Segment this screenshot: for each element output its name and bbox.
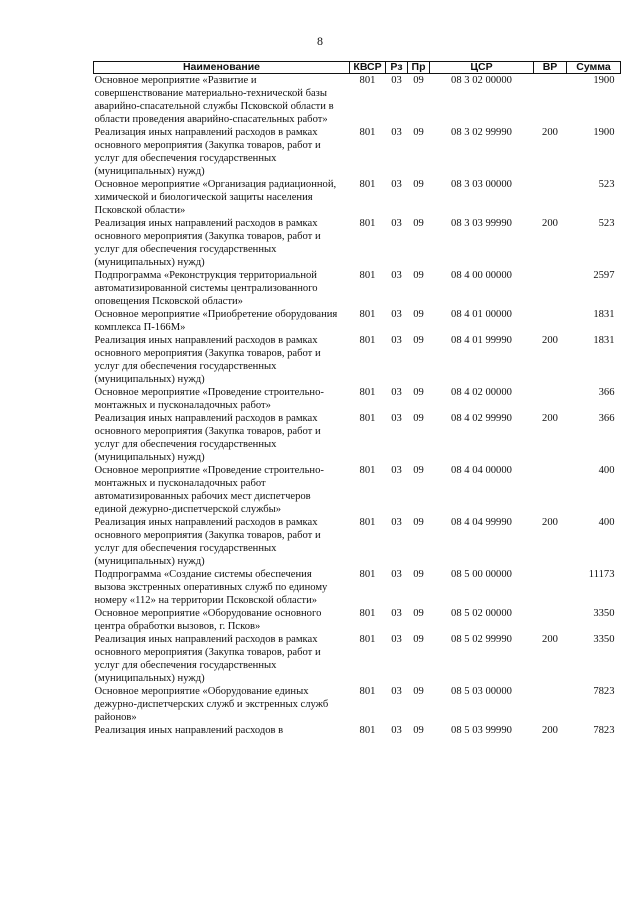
row-name: Реализация иных направлений расходов в рамках основного мероприятия (Закупка товаров, работ и услуг для обеспечения государственных (муниципальных) нужд) bbox=[94, 335, 321, 385]
row-name: Реализация иных направлений расходов в рамках основного мероприятия (Закупка товаров, работ и услуг для обеспечения государственных (муниципальных) нужд) bbox=[94, 127, 321, 177]
row-csr: 08 4 01 99990 bbox=[451, 335, 512, 346]
row-kvsr: 801 bbox=[359, 608, 376, 619]
row-sum: 1831 bbox=[593, 309, 615, 320]
row-sum: 7823 bbox=[593, 686, 615, 697]
row-rz: 03 bbox=[391, 608, 402, 619]
table-row bbox=[94, 269, 621, 308]
row-kvsr: 801 bbox=[359, 413, 376, 424]
row-sum: 366 bbox=[598, 413, 615, 424]
header-name: Наименование bbox=[94, 62, 350, 74]
row-csr: 08 3 03 99990 bbox=[451, 218, 512, 229]
row-pr: 09 bbox=[413, 218, 424, 229]
row-csr: 08 4 02 00000 bbox=[451, 387, 512, 398]
row-rz: 03 bbox=[391, 309, 402, 320]
table-row bbox=[94, 412, 621, 464]
row-vr: 200 bbox=[542, 725, 558, 736]
row-rz: 03 bbox=[391, 725, 402, 736]
row-kvsr: 801 bbox=[359, 127, 376, 138]
row-sum: 2597 bbox=[593, 270, 615, 281]
row-csr: 08 5 00 00000 bbox=[451, 569, 512, 580]
header-vr: ВР bbox=[534, 62, 567, 74]
row-pr: 09 bbox=[413, 686, 424, 697]
row-vr: 200 bbox=[542, 218, 558, 229]
row-kvsr: 801 bbox=[359, 335, 376, 346]
budget-table bbox=[93, 61, 621, 737]
row-name: Основное мероприятие «Проведение строительно-монтажных и пусконаладочных работ автоматизированных рабочих мест диспетчеров единой дежурно-диспетчерской службы» bbox=[94, 465, 324, 515]
row-sum: 1831 bbox=[593, 335, 615, 346]
row-vr bbox=[534, 568, 567, 607]
row-rz: 03 bbox=[391, 517, 402, 528]
row-kvsr: 801 bbox=[359, 270, 376, 281]
row-vr bbox=[534, 685, 567, 724]
row-rz: 03 bbox=[391, 335, 402, 346]
row-sum: 11173 bbox=[588, 569, 615, 580]
row-csr: 08 4 00 00000 bbox=[451, 270, 512, 281]
page-number: 8 bbox=[317, 34, 323, 48]
row-pr: 09 bbox=[413, 517, 424, 528]
table-row bbox=[94, 724, 621, 737]
row-name: Основное мероприятие «Оборудование единых дежурно-диспетчерских служб и экстренных служб районов» bbox=[94, 686, 329, 723]
row-pr: 09 bbox=[413, 270, 424, 281]
row-vr bbox=[534, 269, 567, 308]
row-csr: 08 5 02 99990 bbox=[451, 634, 512, 645]
row-name: Основное мероприятие «Организация радиационной, химической и биологической защиты населения Псковской области» bbox=[94, 179, 337, 216]
row-rz: 03 bbox=[391, 569, 402, 580]
row-sum: 1900 bbox=[593, 75, 615, 86]
row-sum: 3350 bbox=[593, 634, 615, 645]
row-pr: 09 bbox=[413, 725, 424, 736]
row-name: Основное мероприятие «Проведение строительно-монтажных и пусконаладочных работ» bbox=[94, 387, 324, 411]
row-rz: 03 bbox=[391, 75, 402, 86]
row-name: Реализация иных направлений расходов в рамках основного мероприятия (Закупка товаров, работ и услуг для обеспечения государственных (муниципальных) нужд) bbox=[94, 634, 321, 684]
row-sum: 400 bbox=[598, 517, 615, 528]
row-name: Реализация иных направлений расходов в bbox=[94, 725, 284, 736]
table-row bbox=[94, 217, 621, 269]
row-vr bbox=[534, 74, 567, 127]
row-sum: 7823 bbox=[593, 725, 615, 736]
row-csr: 08 5 02 00000 bbox=[451, 608, 512, 619]
header-pr: Пр bbox=[408, 62, 430, 74]
row-sum: 1900 bbox=[593, 127, 615, 138]
row-pr: 09 bbox=[413, 608, 424, 619]
row-sum: 523 bbox=[598, 218, 615, 229]
row-rz: 03 bbox=[391, 413, 402, 424]
row-kvsr: 801 bbox=[359, 517, 376, 528]
row-vr bbox=[534, 178, 567, 217]
row-name: Основное мероприятие «Развитие и совершенствование материально-технической базы аварийно-спасательной службы Псковской области в области проведения аварийно-спасательных работ» bbox=[94, 75, 334, 125]
row-csr: 08 3 03 00000 bbox=[451, 179, 512, 190]
row-kvsr: 801 bbox=[359, 634, 376, 645]
row-pr: 09 bbox=[413, 127, 424, 138]
row-csr: 08 4 02 99990 bbox=[451, 413, 512, 424]
row-vr bbox=[534, 607, 567, 633]
table-row bbox=[94, 74, 621, 127]
row-rz: 03 bbox=[391, 634, 402, 645]
row-name: Основное мероприятие «Оборудование основного центра обработки вызовов, г. Псков» bbox=[94, 608, 322, 632]
row-vr bbox=[534, 386, 567, 412]
row-pr: 09 bbox=[413, 335, 424, 346]
row-csr: 08 5 03 99990 bbox=[451, 725, 512, 736]
row-csr: 08 5 03 00000 bbox=[451, 686, 512, 697]
row-rz: 03 bbox=[391, 127, 402, 138]
header-csr: ЦСР bbox=[430, 62, 534, 74]
row-name: Подпрограмма «Реконструкция территориальной автоматизированной системы централизованного оповещения Псковской области» bbox=[94, 270, 318, 307]
row-csr: 08 4 01 00000 bbox=[451, 309, 512, 320]
table-row bbox=[94, 386, 621, 412]
row-csr: 08 3 02 99990 bbox=[451, 127, 512, 138]
row-rz: 03 bbox=[391, 465, 402, 476]
row-sum: 523 bbox=[598, 179, 615, 190]
row-csr: 08 3 02 00000 bbox=[451, 75, 512, 86]
table-row bbox=[94, 568, 621, 607]
row-kvsr: 801 bbox=[359, 387, 376, 398]
row-kvsr: 801 bbox=[359, 686, 376, 697]
row-csr: 08 4 04 00000 bbox=[451, 465, 512, 476]
row-sum: 3350 bbox=[593, 608, 615, 619]
row-sum: 400 bbox=[598, 465, 615, 476]
table-row bbox=[94, 334, 621, 386]
row-name: Реализация иных направлений расходов в рамках основного мероприятия (Закупка товаров, работ и услуг для обеспечения государственных (муниципальных) нужд) bbox=[94, 413, 321, 463]
header-kvsr: КВСР bbox=[350, 62, 386, 74]
row-pr: 09 bbox=[413, 75, 424, 86]
row-name: Реализация иных направлений расходов в рамках основного мероприятия (Закупка товаров, работ и услуг для обеспечения государственных (муниципальных) нужд) bbox=[94, 218, 321, 268]
table-row bbox=[94, 607, 621, 633]
row-kvsr: 801 bbox=[359, 569, 376, 580]
row-kvsr: 801 bbox=[359, 309, 376, 320]
row-rz: 03 bbox=[391, 179, 402, 190]
row-pr: 09 bbox=[413, 569, 424, 580]
row-pr: 09 bbox=[413, 179, 424, 190]
row-rz: 03 bbox=[391, 218, 402, 229]
row-pr: 09 bbox=[413, 465, 424, 476]
row-vr: 200 bbox=[542, 127, 558, 138]
table-row bbox=[94, 516, 621, 568]
table-row bbox=[94, 685, 621, 724]
row-kvsr: 801 bbox=[359, 465, 376, 476]
row-kvsr: 801 bbox=[359, 179, 376, 190]
row-kvsr: 801 bbox=[359, 218, 376, 229]
row-vr bbox=[534, 464, 567, 516]
row-kvsr: 801 bbox=[359, 725, 376, 736]
row-name: Подпрограмма «Создание системы обеспечения вызова экстренных оперативных служб по единому номеру «112» на территории Псковской области» bbox=[94, 569, 328, 606]
row-pr: 09 bbox=[413, 309, 424, 320]
row-vr: 200 bbox=[542, 335, 558, 346]
row-csr: 08 4 04 99990 bbox=[451, 517, 512, 528]
row-rz: 03 bbox=[391, 686, 402, 697]
row-sum: 366 bbox=[598, 387, 615, 398]
row-vr bbox=[534, 308, 567, 334]
table-header-row bbox=[94, 62, 621, 74]
row-name: Реализация иных направлений расходов в рамках основного мероприятия (Закупка товаров, работ и услуг для обеспечения государственных (муниципальных) нужд) bbox=[94, 517, 321, 567]
table-row bbox=[94, 464, 621, 516]
table-row bbox=[94, 178, 621, 217]
table-row bbox=[94, 126, 621, 178]
row-pr: 09 bbox=[413, 387, 424, 398]
row-name: Основное мероприятие «Приобретение оборудования комплекса П-166М» bbox=[94, 309, 338, 333]
row-kvsr: 801 bbox=[359, 75, 376, 86]
header-rz: Рз bbox=[386, 62, 408, 74]
row-rz: 03 bbox=[391, 387, 402, 398]
row-rz: 03 bbox=[391, 270, 402, 281]
table-row bbox=[94, 308, 621, 334]
row-pr: 09 bbox=[413, 634, 424, 645]
row-vr: 200 bbox=[542, 517, 558, 528]
row-vr: 200 bbox=[542, 634, 558, 645]
row-pr: 09 bbox=[413, 413, 424, 424]
row-vr: 200 bbox=[542, 413, 558, 424]
header-sum: Сумма bbox=[567, 62, 621, 74]
table-row bbox=[94, 633, 621, 685]
